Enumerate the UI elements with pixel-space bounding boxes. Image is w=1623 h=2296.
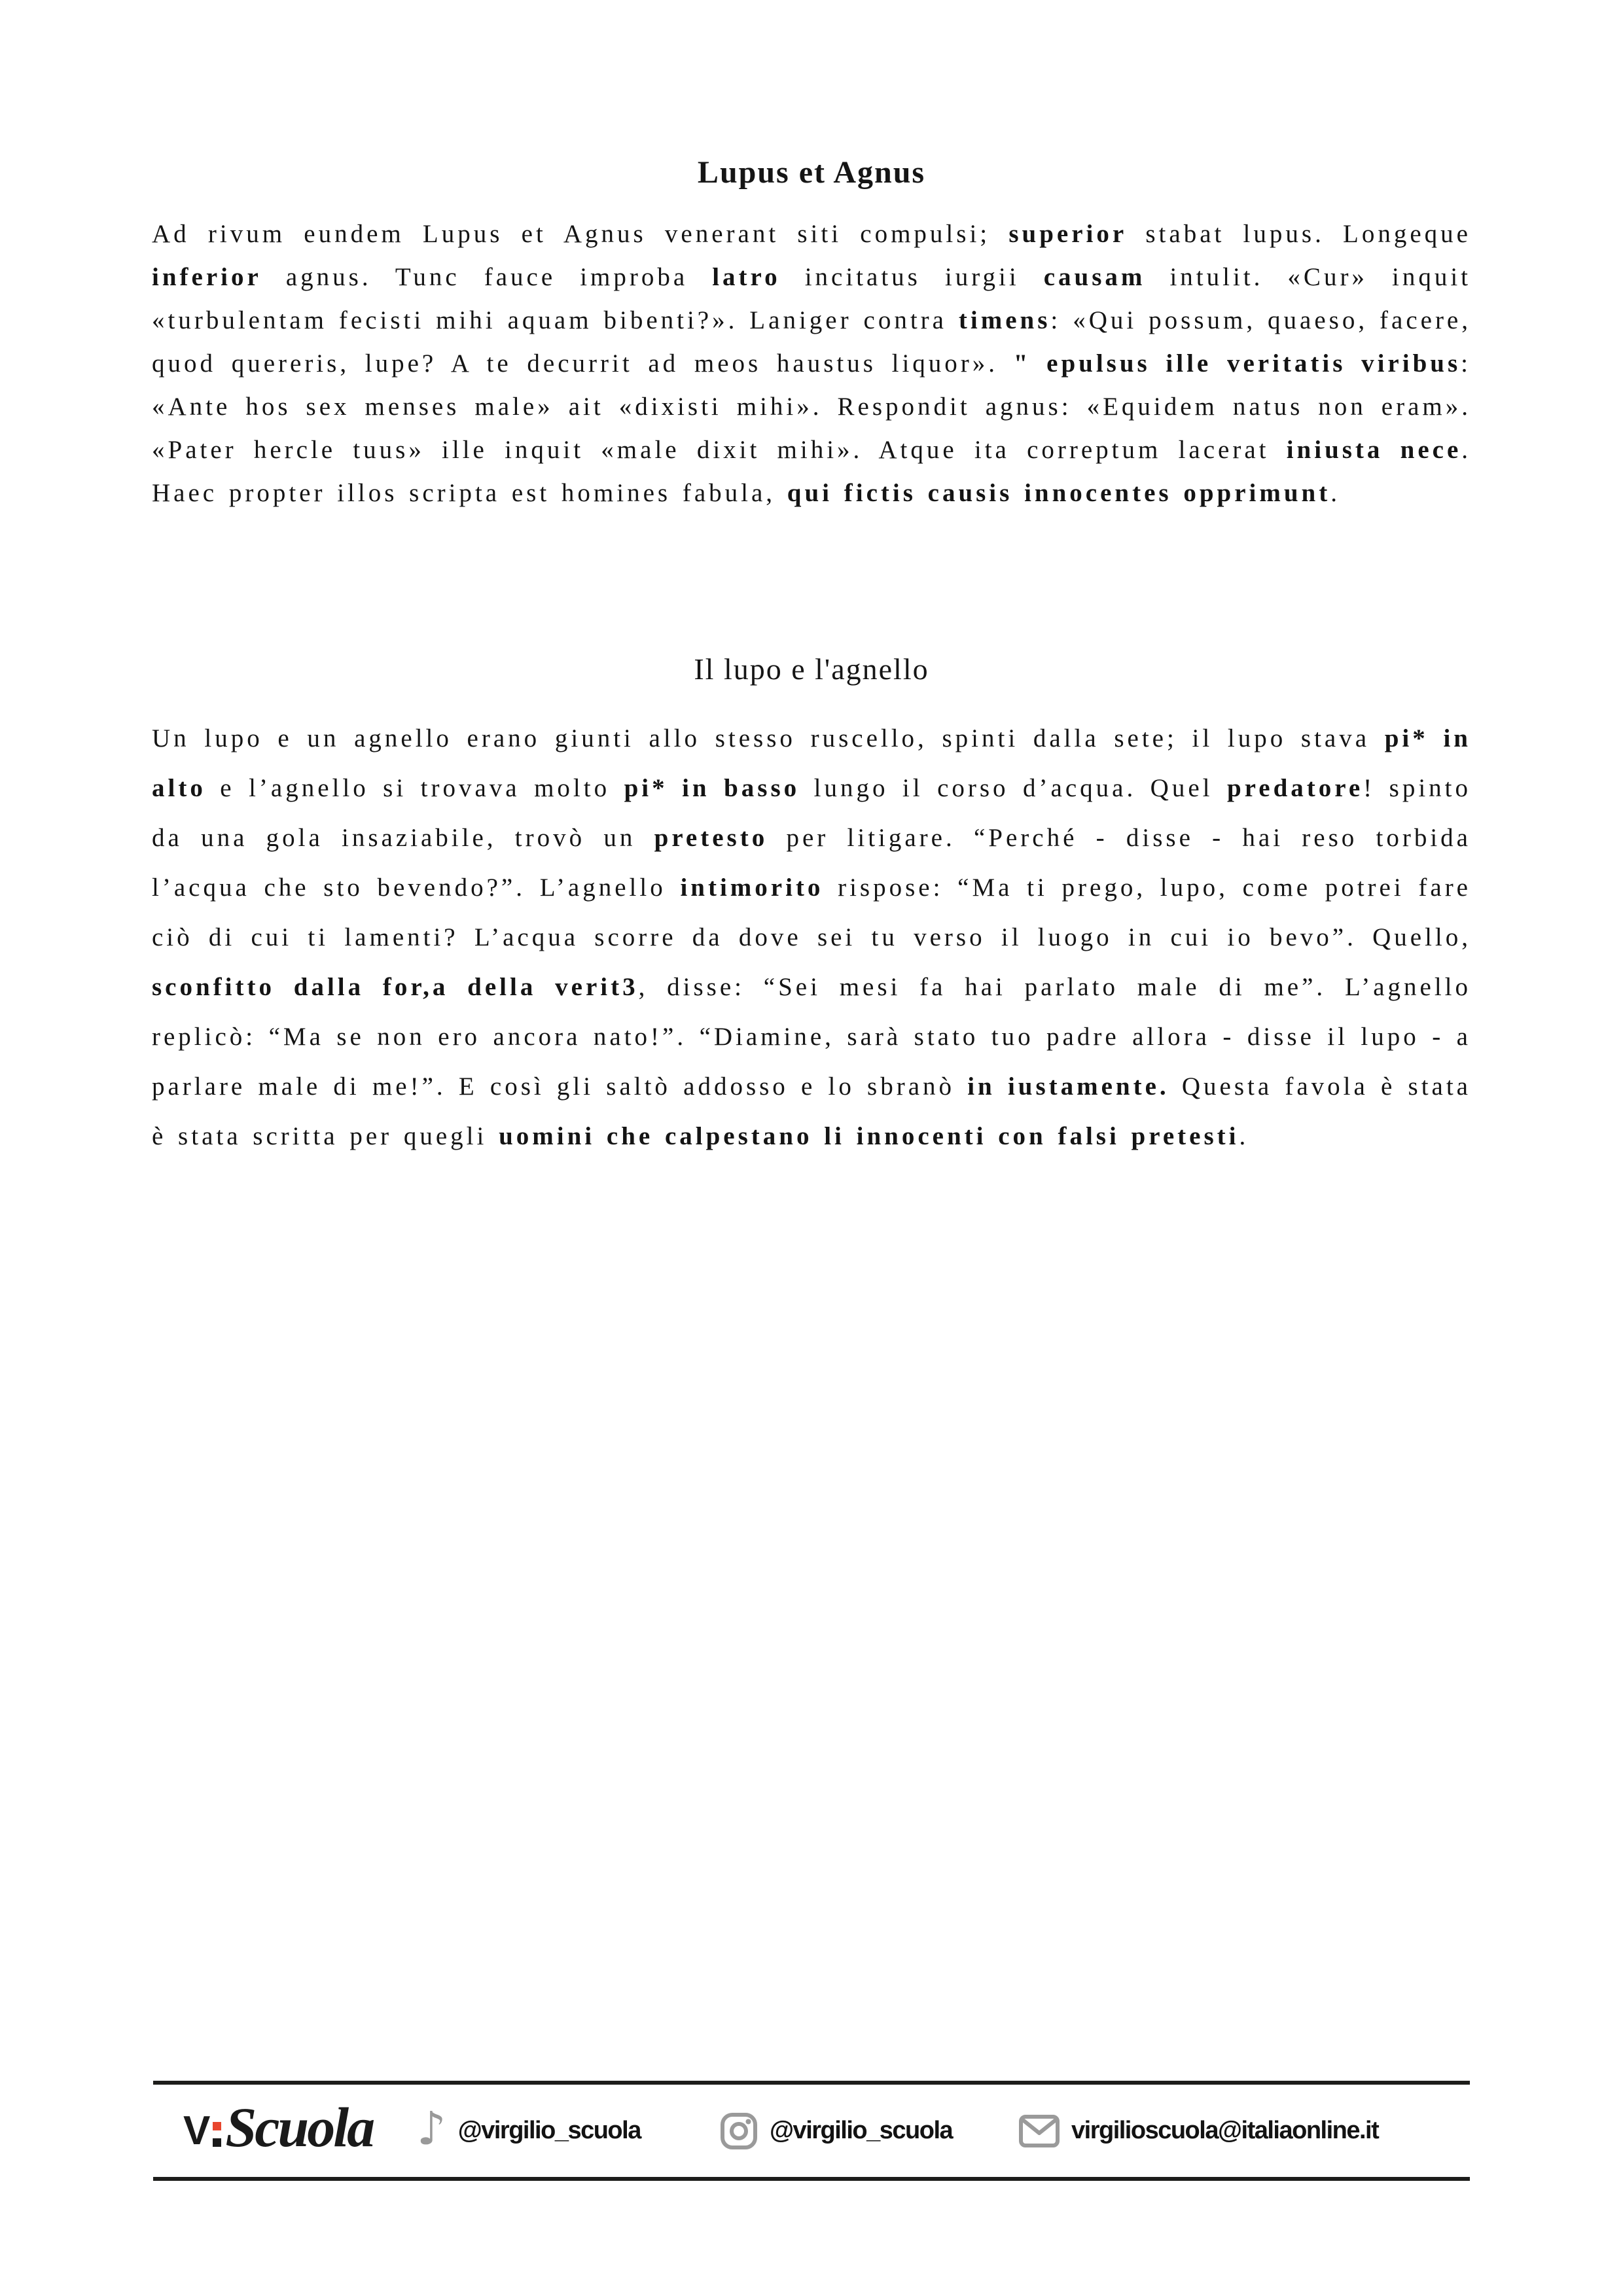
tiktok-handle[interactable] bbox=[417, 2085, 641, 2177]
footer-bottom-rule bbox=[153, 2177, 1470, 2181]
email-icon bbox=[1019, 2115, 1060, 2147]
logo-v-letter: V bbox=[183, 2108, 210, 2153]
tiktok-icon: ♪ bbox=[417, 2101, 446, 2155]
footer bbox=[153, 2085, 1470, 2177]
email-contact[interactable] bbox=[1019, 2085, 1378, 2177]
logo-colon-icon bbox=[213, 2122, 221, 2147]
italian-title: Il lupo e l'agnello bbox=[694, 652, 929, 686]
instagram-icon bbox=[720, 2112, 758, 2150]
logo-script-word: Scuola bbox=[225, 2095, 374, 2159]
latin-title: Lupus et Agnus bbox=[697, 155, 926, 190]
latin-paragraph: Ad rivum eundem Lupus et Agnus venerant siti compulsi; superior stabat lupus. Longeque inferior agnus. Tunc fauce improba latro incitatus iurgii causam intulit. «Cur» inquit «turbulentam fecisti mihi aquam bibenti?». Laniger contra timens: «Qui possum, quaeso, facere, quod quereris, lupe? A te decurrit ad meos haustus liquor». " epulsus ille veritatis viribus: «Ante hos sex menses male» ait «dixisti mihi». Respondit agnus: «Equidem natus non eram». «Pater hercle tuus» ille inquit «male dixit mihi». Atque ita correptum lacerat iniusta nece. Haec propter illos scripta est homines fabula, qui fictis causis innocentes opprimunt. bbox=[152, 220, 1472, 507]
instagram-handle[interactable] bbox=[720, 2085, 952, 2177]
email-contact-label: virgilioscuola@italiaonline.it bbox=[1071, 2117, 1379, 2144]
viscuola-logo bbox=[183, 2085, 373, 2177]
tiktok-handle-label: @virgilio_scuola bbox=[457, 2117, 641, 2144]
instagram-handle-label: @virgilio_scuola bbox=[770, 2117, 953, 2144]
italian-paragraph: Un lupo e un agnello erano giunti allo stesso ruscello, spinti dalla sete; il lupo stava pi* in alto e l’agnello si trovava molto pi* in basso lungo il corso d’acqua. Quel predatore! spinto da una gola insaziabile, trovò un pretesto per litigare. “Perché - disse - hai reso torbida l’acqua che sto bevendo?”. L’agnello intimorito rispose: “Ma ti prego, lupo, come potrei fare ciò di cui ti lamenti? L’acqua scorre da dove sei tu verso il luogo in cui io bevo”. Quello, sconfitto dalla for,a della verit3, disse: “Sei mesi fa hai parlato male di me”. L’agnello replicò: “Ma se non ero ancora nato!”. “Diamine, sarà stato tuo padre allora - disse il lupo - a parlare male di me!”. E così gli saltò addosso e lo sbranò in iustamente. Questa favola è stata è stata scritta per quegli uomini che calpestano li innocenti con falsi pretesti. bbox=[152, 724, 1471, 1150]
